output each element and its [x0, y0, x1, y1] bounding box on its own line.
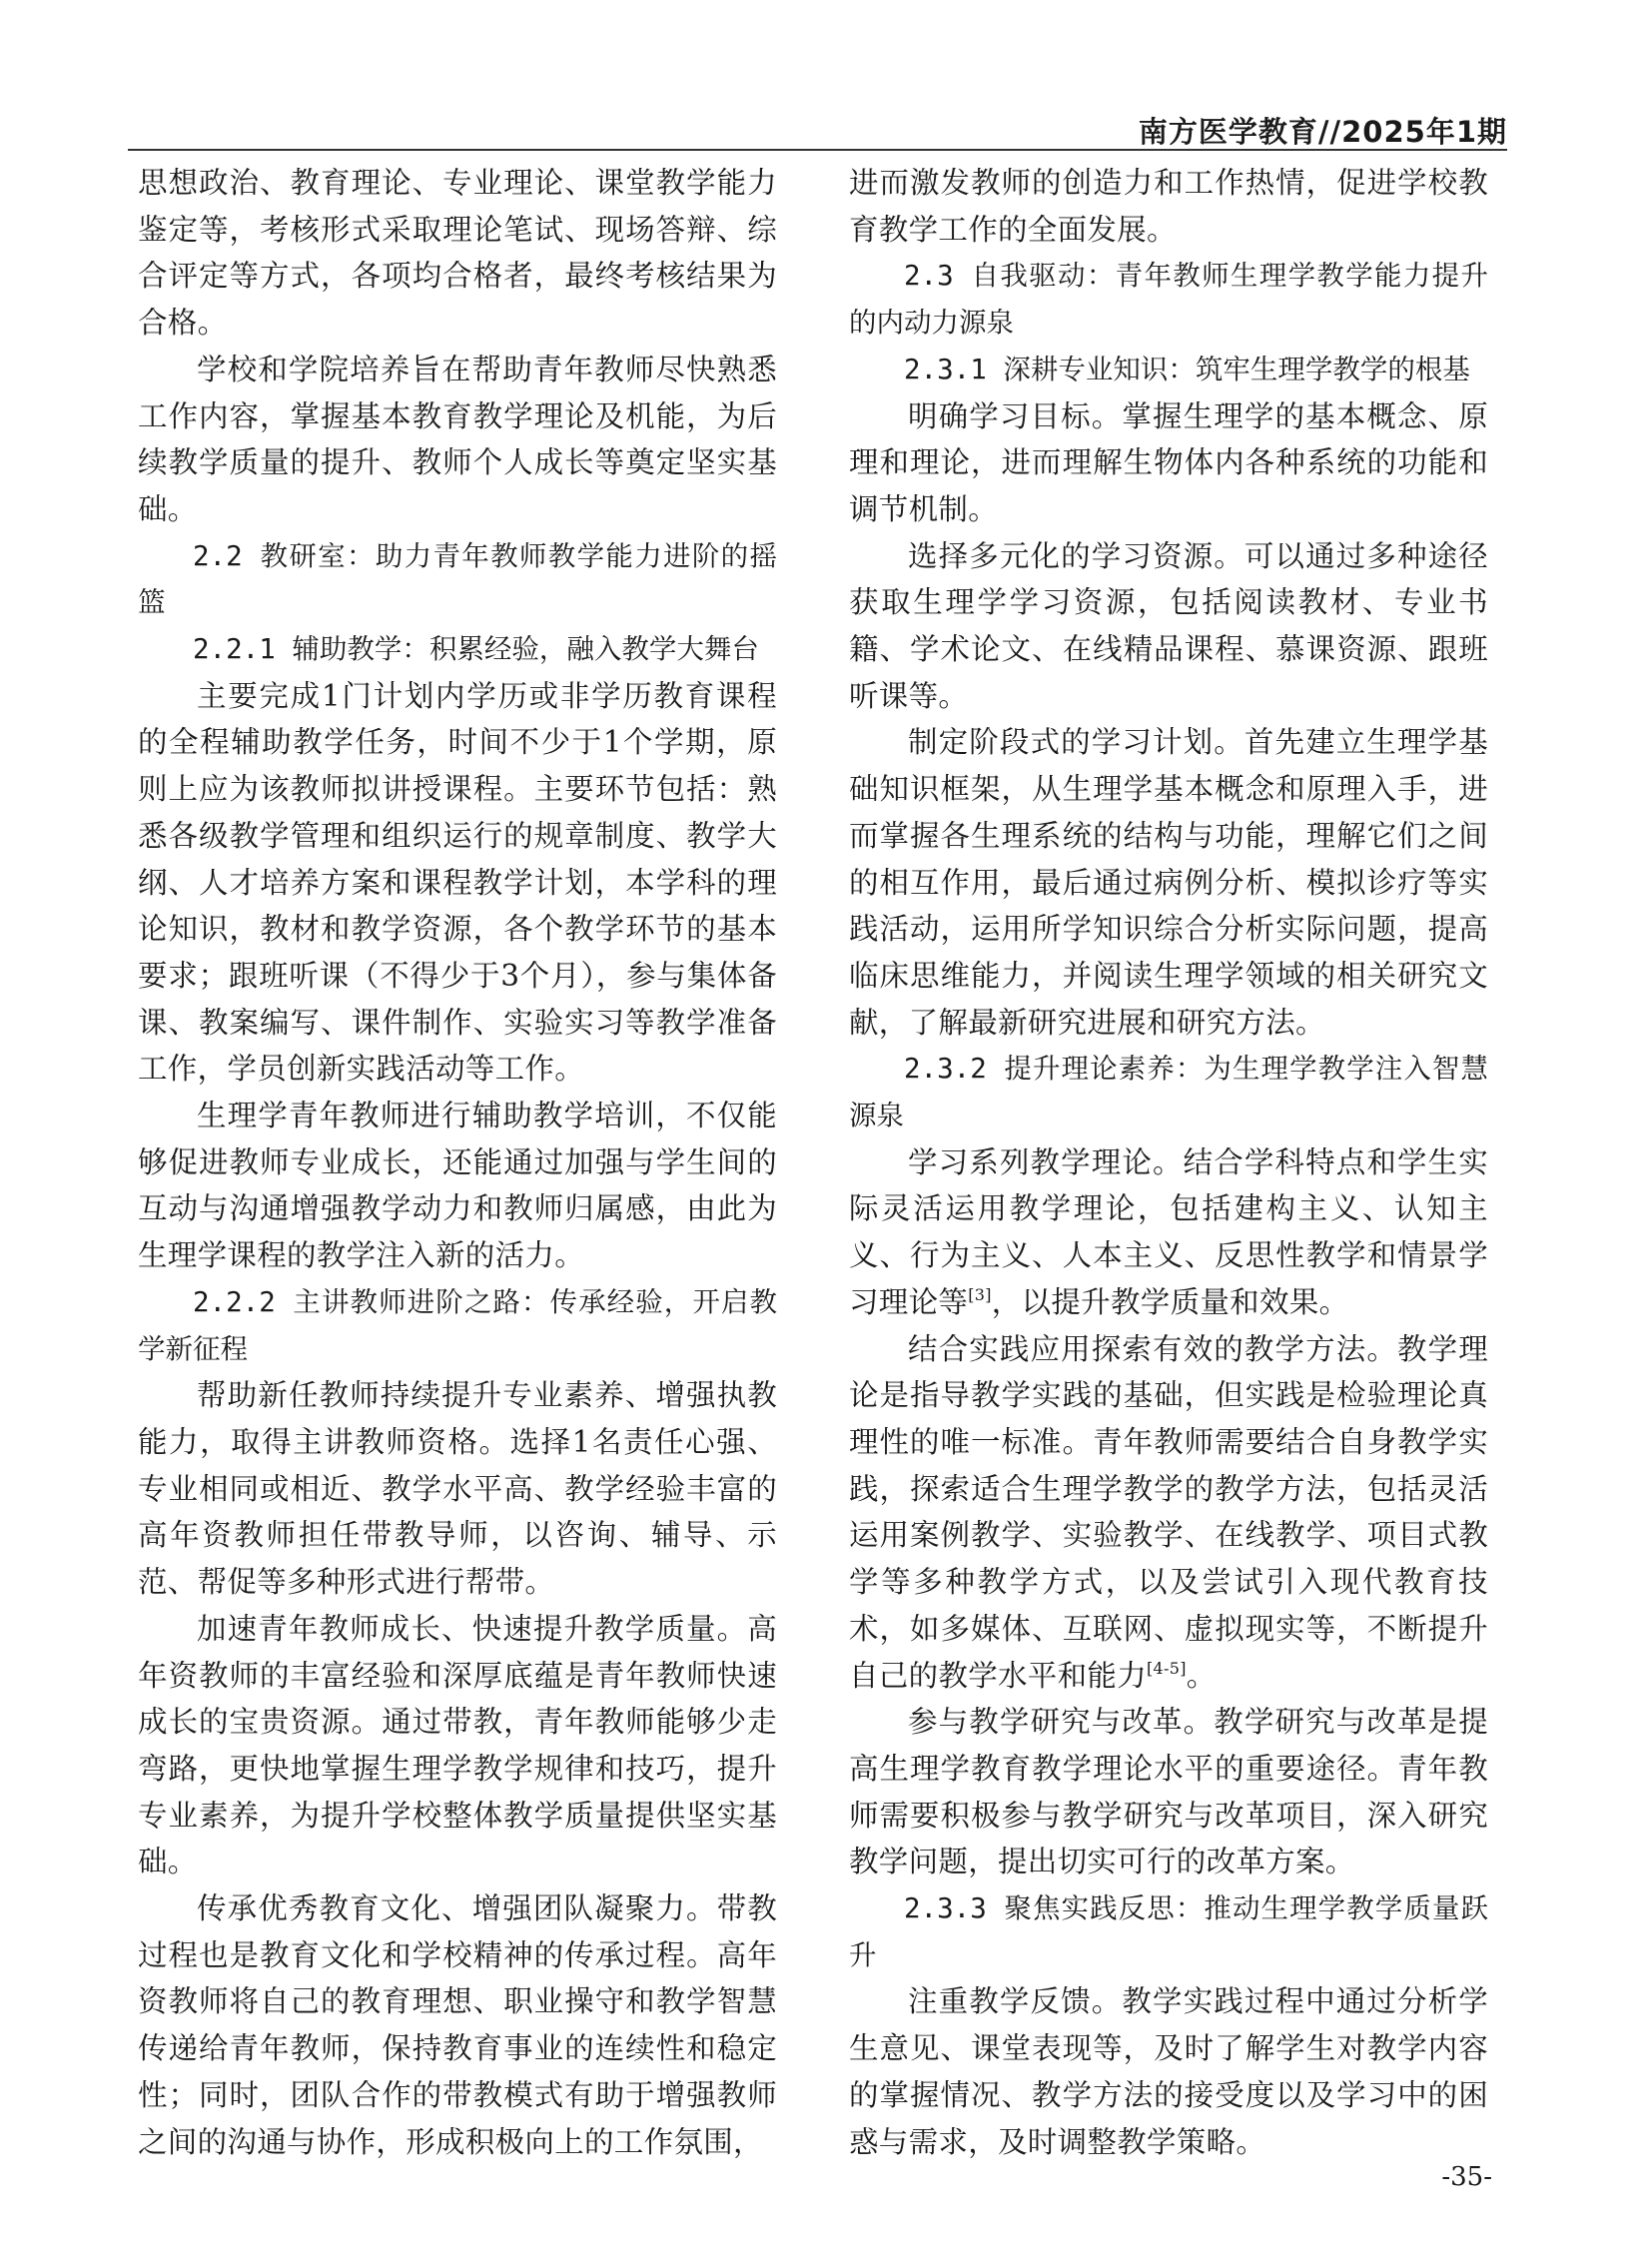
paragraph	[849, 393, 1488, 533]
section-heading	[849, 253, 1488, 346]
paragraph	[849, 719, 1488, 1046]
paragraph-text: 主要完成1门计划内学历或非学历教育课程的全程辅助教学任务，时间不少于1个学期，原则上应为该教师拟讲授课程。主要环节包括：熟悉各级教学管理和组织运行的规章制度、教学大纲、人才培养方案和课程教学计划，本学科的理论知识，教材和教学资源，各个教学环节的基本要求；跟班听课（不得少于3个月），参与集体备课、教案编写、课件制作、实验实习等教学准备工作，学员创新实践活动等工作。	[138, 678, 777, 1087]
page-number: -35-	[1441, 2162, 1492, 2192]
left-column	[138, 160, 777, 2165]
paragraph-text: 制定阶段式的学习计划。首先建立生理学基础知识框架，从生理学基本概念和原理入手，进而掌握各生理系统的结构与功能，理解它们之间的相互作用，最后通过病例分析、模拟诊疗等实践活动，运用所学知识综合分析实际问题，提高临床思维能力，并阅读生理学领域的相关研究文献，了解最新研究进展和研究方法。	[849, 725, 1488, 1040]
running-header	[128, 100, 1507, 150]
paragraph	[138, 1372, 777, 1606]
paragraph	[849, 160, 1488, 253]
paragraph	[849, 1326, 1488, 1700]
citation-ref: [3]	[968, 1284, 992, 1304]
paragraph-text: 2.3 自我驱动：青年教师生理学教学能力提升的内动力源泉	[849, 260, 1488, 340]
paragraph-text: 生理学青年教师进行辅助教学培训，不仅能够促进教师专业成长，还能通过加强与学生间的互动与沟通增强教学动力和教师归属感，由此为生理学课程的教学注入新的活力。	[138, 1099, 777, 1273]
paragraph-text: 明确学习目标。掌握生理学的基本概念、原理和理论，进而理解生物体内各种系统的功能和调节机制。	[849, 398, 1488, 526]
paragraph-text: 2.3.1 深耕专业知识：筑牢生理学教学的根基	[904, 353, 1470, 385]
paragraph	[138, 1606, 777, 1885]
paragraph	[138, 347, 777, 533]
paragraph-text: 结合实践应用探索有效的教学方法。教学理论是指导教学实践的基础，但实践是检验理论真理性的唯一标准。青年教师需要结合自身教学实践，探索适合生理学教学的教学方法，包括灵活运用案例教学、实验教学、在线教学、项目式教学等多种教学方式，以及尝试引入现代教育技术，如多媒体、互联网、虚拟现实等，不断提升自己的教学水平和能力	[849, 1331, 1488, 1693]
paragraph-text: 进而激发教师的创造力和工作热情，促进学校教育教学工作的全面发展。	[849, 166, 1488, 247]
paragraph	[138, 1093, 777, 1279]
paragraph-text: 加速青年教师成长、快速提升教学质量。高年资教师的丰富经验和深厚底蕴是青年教师快速成长的宝贵资源。通过带教，青年教师能够少走弯路，更快地掌握生理学教学规律和技巧，提升专业素养，为提升学校整体教学质量提供坚实基础。	[138, 1611, 777, 1879]
section-heading	[849, 1885, 1488, 1978]
section-heading	[138, 533, 777, 626]
paragraph-text-tail: 。	[1186, 1658, 1217, 1693]
paragraph-text: 帮助新任教师持续提升专业素养、增强执教能力，取得主讲教师资格。选择1名责任心强、专业相同或相近、教学水平高、教学经验丰富的高年资教师担任带教导师，以咨询、辅导、示范、帮促等多种形式进行帮带。	[138, 1378, 777, 1600]
section-heading	[849, 347, 1488, 393]
section-heading	[138, 1279, 777, 1372]
paragraph-text: 2.3.2 提升理论素养：为生理学教学注入智慧源泉	[849, 1053, 1488, 1132]
paragraph-text: 2.2.2 主讲教师进阶之路：传承经验，开启教学新征程	[138, 1285, 777, 1365]
paragraph-text: 注重教学反馈。教学实践过程中通过分析学生意见、课堂表现等，及时了解学生对教学内容的掌握情况、教学方法的接受度以及学习中的困惑与需求，及时调整教学策略。	[849, 1984, 1488, 2159]
paragraph	[849, 1978, 1488, 2165]
citation-ref: [4-5]	[1147, 1658, 1187, 1678]
paragraph	[138, 1885, 777, 2165]
paragraph-text-tail: ，以提升教学质量和效果。	[991, 1284, 1349, 1319]
paragraph-text: 学校和学院培养旨在帮助青年教师尽快熟悉工作内容，掌握基本教育教学理论及机能，为后续教学质量的提升、教师个人成长等奠定坚实基础。	[138, 352, 777, 526]
paragraph-text: 选择多元化的学习资源。可以通过多种途径获取生理学学习资源，包括阅读教材、专业书籍、学术论文、在线精品课程、慕课资源、跟班听课等。	[849, 538, 1488, 713]
paragraph-text: 2.2 教研室：助力青年教师教学能力进阶的摇篮	[138, 539, 777, 619]
paragraph	[849, 1139, 1488, 1326]
section-heading	[138, 626, 777, 673]
paragraph	[849, 1699, 1488, 1885]
paragraph-text: 思想政治、教育理论、专业理论、课堂教学能力鉴定等，考核形式采取理论笔试、现场答辩、综合评定等方式，各项均合格者，最终考核结果为合格。	[138, 166, 777, 341]
paragraph-text: 参与教学研究与改革。教学研究与改革是提高生理学教育教学理论水平的重要途径。青年教师需要积极参与教学研究与改革项目，深入研究教学问题，提出切实可行的改革方案。	[849, 1705, 1488, 1879]
paragraph-text: 2.2.1 辅助教学：积累经验，融入教学大舞台	[193, 633, 759, 666]
header-rule	[128, 149, 1507, 151]
paragraph	[849, 533, 1488, 720]
section-heading	[849, 1046, 1488, 1138]
paragraph	[138, 673, 777, 1093]
journal-title: 南方医学教育//2025年1期	[1138, 115, 1507, 149]
right-column	[849, 160, 1488, 2165]
paragraph-text: 学习系列教学理论。结合学科特点和学生实际灵活运用教学理论，包括建构主义、认知主义、行为主义、人本主义、反思性教学和情景学习理论等	[849, 1144, 1488, 1319]
paragraph-text: 2.3.3 聚焦实践反思：推动生理学教学质量跃升	[849, 1892, 1488, 1971]
paragraph-text: 传承优秀教育文化、增强团队凝聚力。带教过程也是教育文化和学校精神的传承过程。高年资教师将自己的教育理想、职业操守和教学智慧传递给青年教师，保持教育事业的连续性和稳定性；同时，团队合作的带教模式有助于增强教师之间的沟通与协作，形成积极向上的工作氛围，	[138, 1891, 777, 2159]
paragraph	[138, 160, 777, 347]
